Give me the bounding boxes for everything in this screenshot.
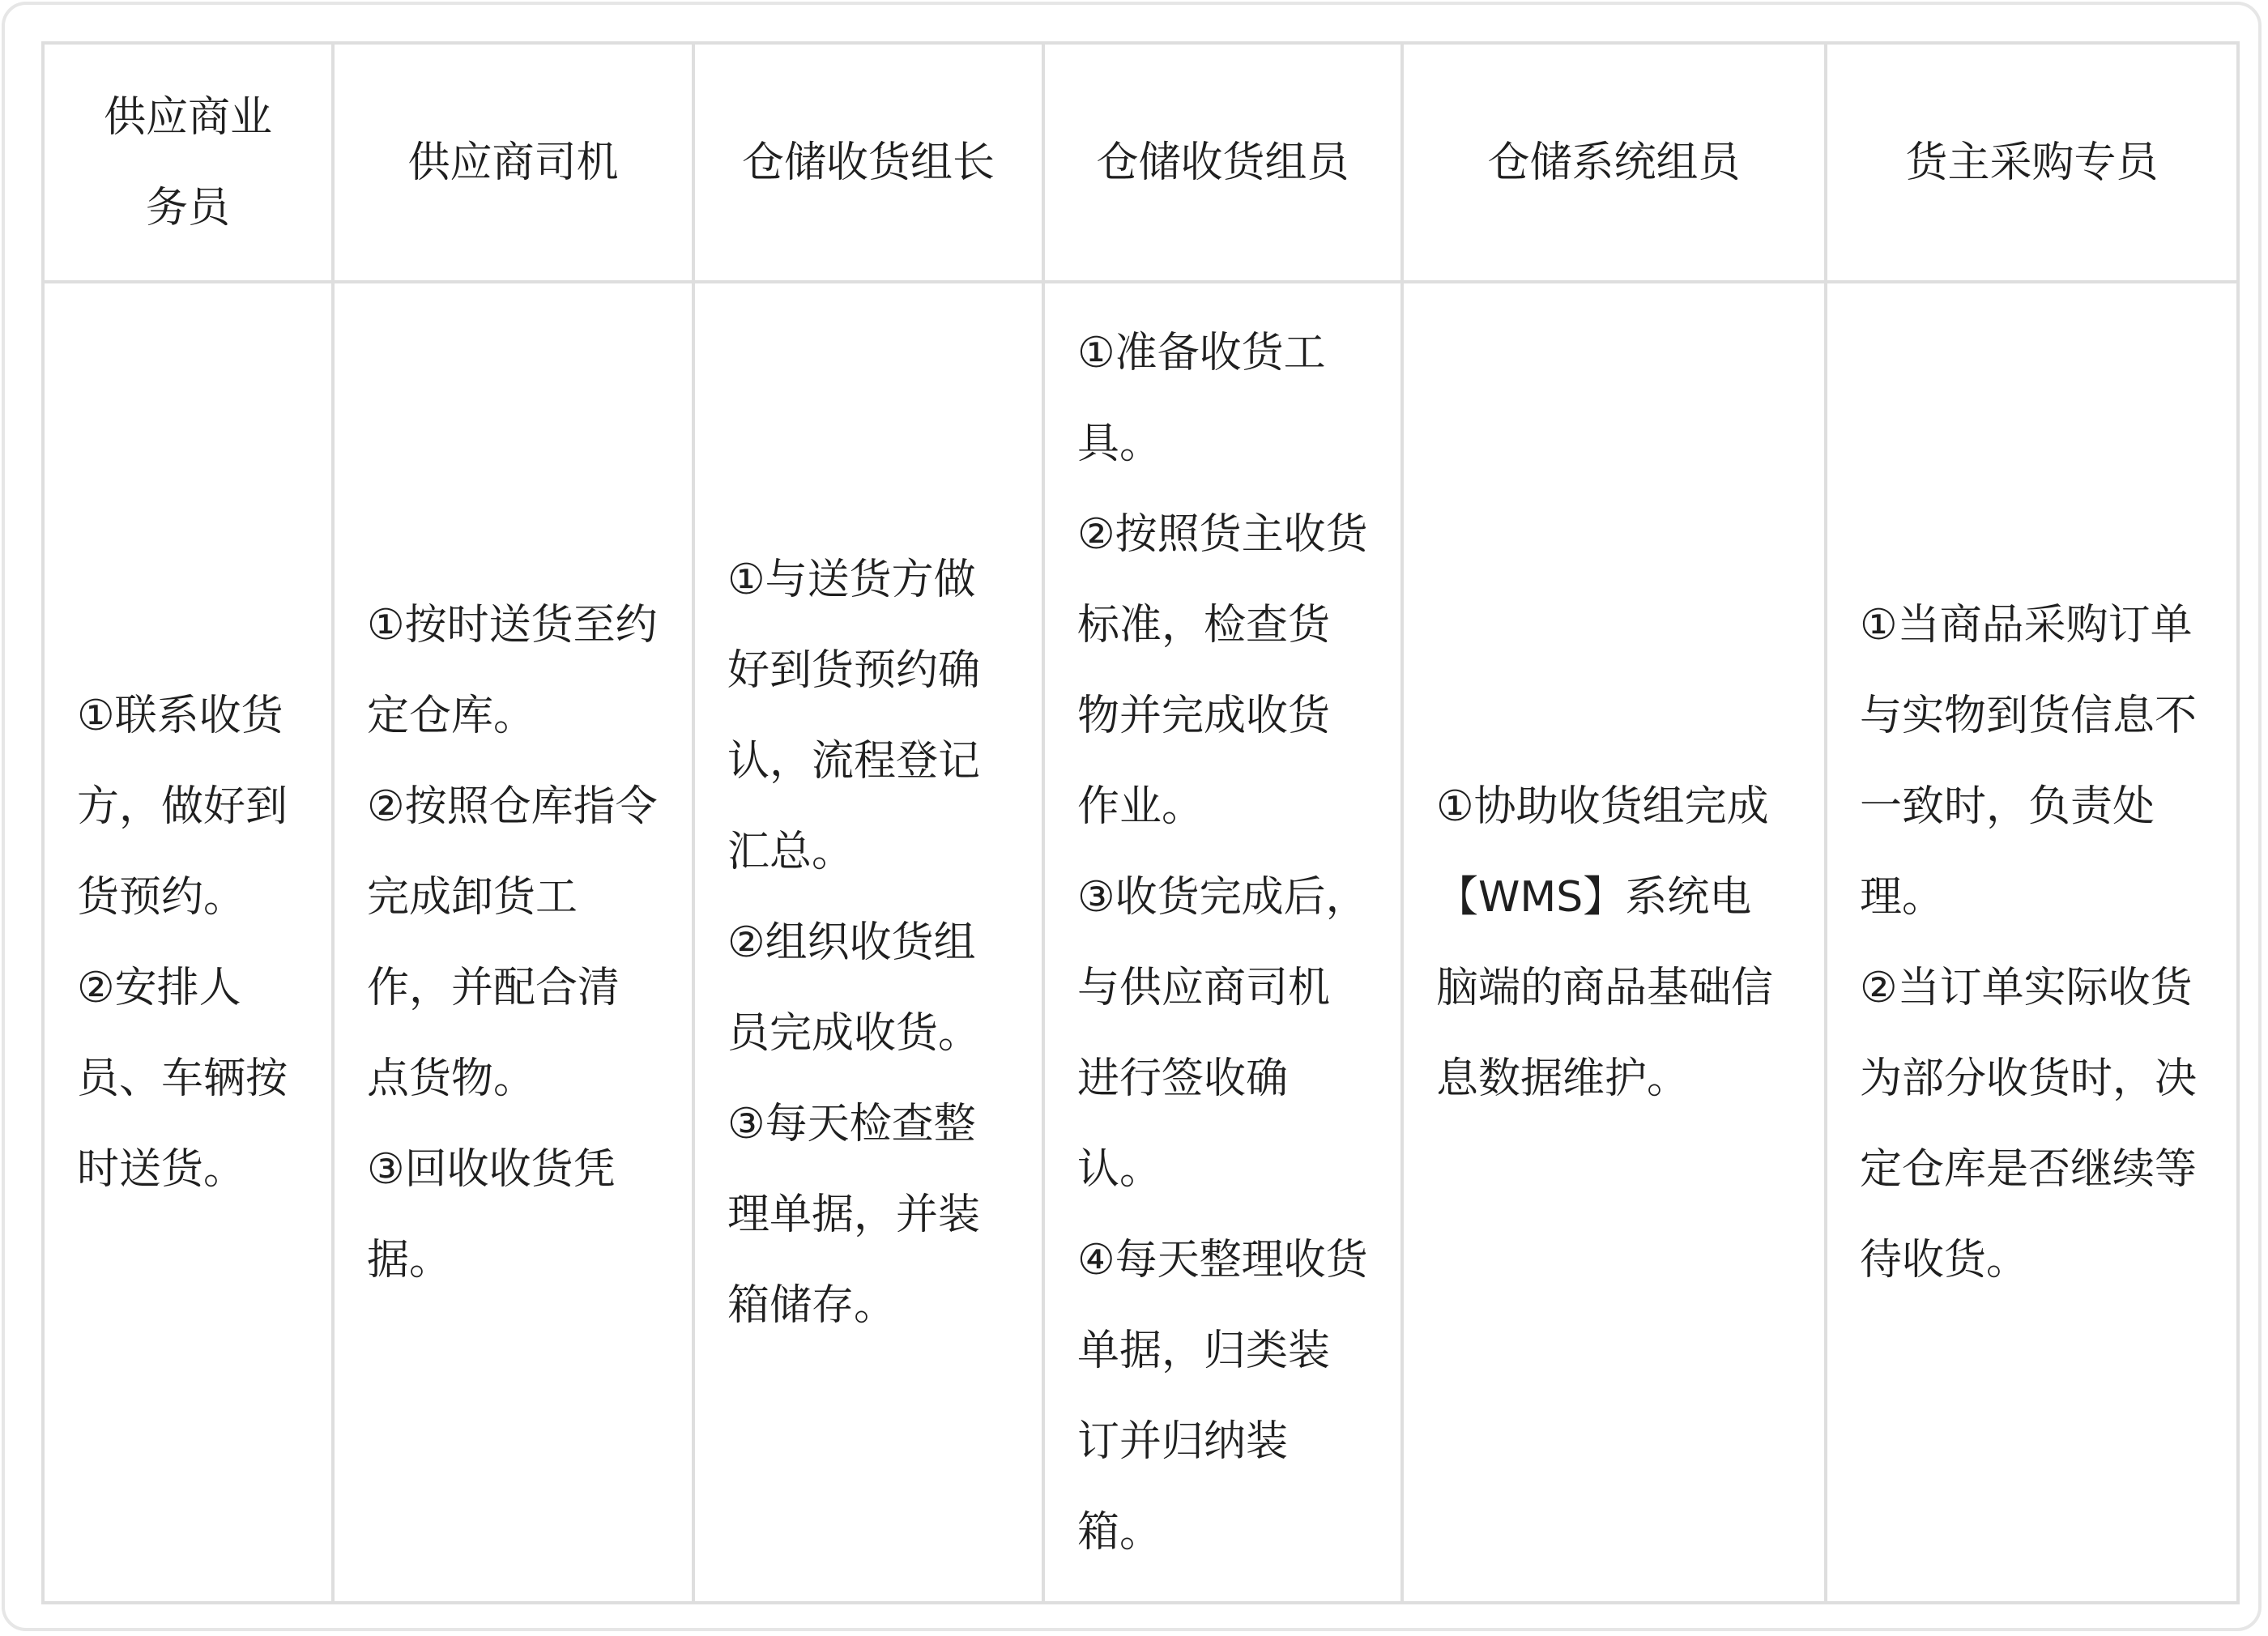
duties-cell-system-team-member xyxy=(1402,282,1826,1603)
duties-cell-receiving-team-member xyxy=(1043,282,1402,1603)
duty-item: ③回收收货凭据。 xyxy=(367,1144,616,1285)
header-receiving-team-leader: 仓储收货组长 xyxy=(693,43,1043,282)
duty-item: ①按时送货至约定仓库。 xyxy=(367,600,658,740)
duty-item: ②按照仓库指令完成卸货工作，并配合清点货物。 xyxy=(367,782,658,1103)
duties-cell-supplier-driver xyxy=(333,282,693,1603)
duties-cell-receiving-team-leader xyxy=(693,282,1043,1603)
duty-item: ①当商品采购订单与实物到货信息不一致时，负责处理。 xyxy=(1860,600,2198,922)
role-duty-table xyxy=(41,41,2240,1604)
duty-item: ②按照货主收货标准，检查货物并完成收货作业。 xyxy=(1077,509,1368,831)
duties-row xyxy=(43,282,2238,1603)
duty-item: ①与送货方做好到货预约确认，流程登记汇总。 xyxy=(727,555,981,876)
table-frame xyxy=(2,2,2262,1631)
header-supplier-salesperson: 供应商业务员 xyxy=(43,43,333,282)
duties-cell-supplier-salesperson xyxy=(43,282,333,1603)
duty-item: ④每天整理收货单据，归类装订并归纳装箱。 xyxy=(1077,1235,1368,1557)
duties-cell-owner-purchasing-specialist xyxy=(1826,282,2238,1603)
duty-item: ①协助收货组完成【WMS】系统电脑端的商品基础信息数据维护。 xyxy=(1436,782,1774,1103)
duty-item: ②组织收货组员完成收货。 xyxy=(727,918,981,1058)
header-receiving-team-member: 仓储收货组员 xyxy=(1043,43,1402,282)
duty-item: ③收货完成后，与供应商司机进行签收确认。 xyxy=(1077,872,1368,1194)
duty-item: ②安排人员、车辆按时送货。 xyxy=(77,963,288,1194)
duty-item: ②当订单实际收货为部分收货时，决定仓库是否继续等待收货。 xyxy=(1860,963,2198,1285)
duty-item: ①准备收货工具。 xyxy=(1077,328,1326,468)
duty-item: ③每天检查整理单据，并装箱储存。 xyxy=(727,1099,981,1330)
header-owner-purchasing-specialist: 货主采购专员 xyxy=(1826,43,2238,282)
header-supplier-driver: 供应商司机 xyxy=(333,43,693,282)
duty-item: ①联系收货方，做好到货预约。 xyxy=(77,691,288,922)
header-row xyxy=(43,43,2238,282)
header-system-team-member: 仓储系统组员 xyxy=(1402,43,1826,282)
